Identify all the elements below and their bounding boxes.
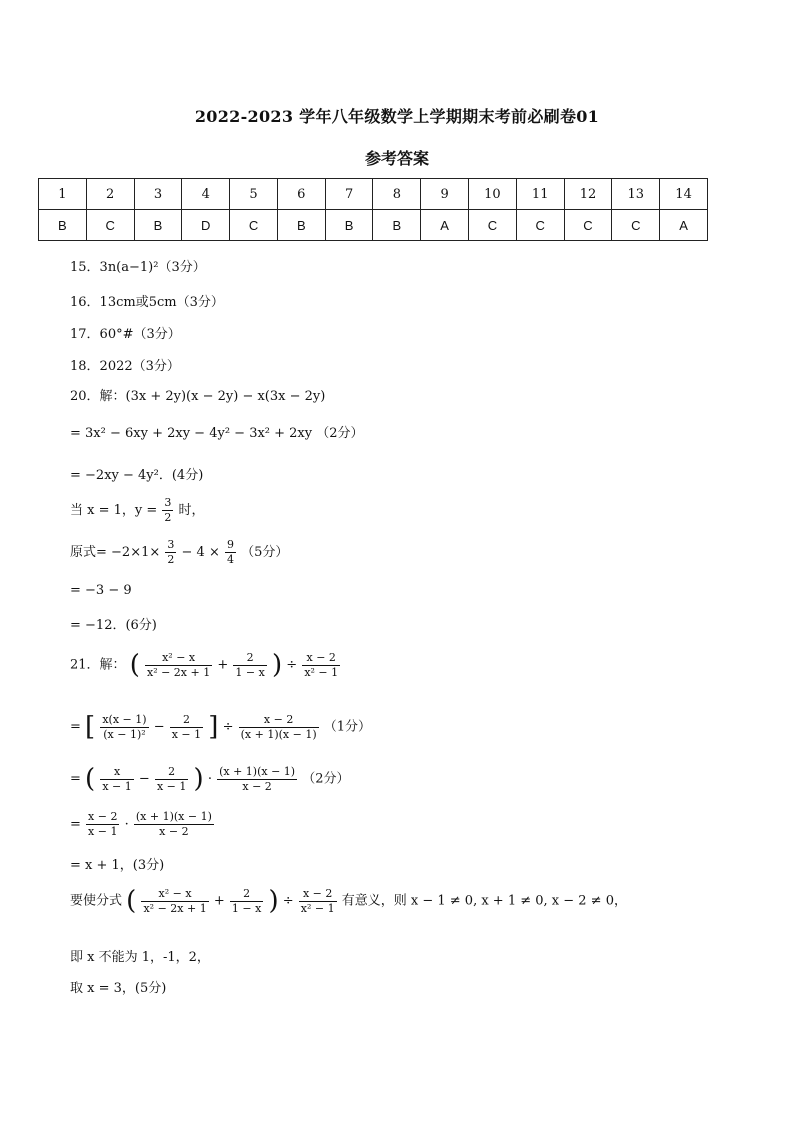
page-title: 2022-2023 学年八年级数学上学期期末考前必刷卷01 — [194, 107, 600, 126]
answer-table-number-row — [39, 179, 708, 210]
fraction — [155, 765, 188, 794]
question-number: 5 — [230, 179, 278, 210]
right-paren: ) — [268, 886, 279, 916]
answer-cell: B — [134, 210, 182, 241]
fraction — [134, 810, 214, 839]
fraction-numerator: x − 2 — [88, 810, 118, 823]
operator: − — [138, 771, 150, 787]
fraction-denominator: 2 — [164, 511, 172, 524]
solution-20-step-expand: = 3x² − 6xy + 2xy − 4y² − 3x² + 2xy （2分） — [70, 426, 364, 441]
answer-cell: A — [660, 210, 708, 241]
operator: + — [213, 893, 225, 909]
text-segment: 要使分式 — [70, 893, 123, 909]
question-number: 8 — [373, 179, 421, 210]
question-number: 9 — [421, 179, 469, 210]
fraction-denominator: x² − 2x + 1 — [146, 665, 211, 679]
text-segment: 原式= −2×1× — [70, 545, 161, 560]
answer-table — [38, 178, 708, 241]
fraction — [239, 713, 319, 742]
question-number: 1 — [39, 179, 87, 210]
fraction — [141, 887, 208, 916]
operator: ÷ — [222, 719, 234, 735]
left-paren: ( — [126, 886, 137, 916]
fraction-denominator: x − 1 — [156, 779, 187, 793]
fraction-numerator: 2 — [170, 713, 203, 728]
answer-15: 15．3n(a−1)²（3分） — [70, 260, 206, 275]
question-number: 11 — [516, 179, 564, 210]
left-bracket: [ — [85, 712, 96, 742]
left-paren: ( — [129, 650, 140, 680]
answer-cell: C — [469, 210, 517, 241]
solution-20-substitution — [70, 496, 205, 525]
fraction-denominator: 1 − x — [231, 901, 262, 915]
solution-20-expression: 20．解：(3x + 2y)(x − 2y) − x(3x − 2y) — [70, 389, 326, 404]
score-note: （1分） — [323, 719, 372, 735]
answer-cell: C — [612, 210, 660, 241]
fraction-denominator: (x − 1)² — [103, 727, 146, 741]
answer-cell: C — [86, 210, 134, 241]
solution-21-step-2 — [70, 764, 350, 794]
fraction-numerator: x(x − 1) — [102, 712, 147, 726]
answer-16: 16．13cm或5cm（3分） — [70, 295, 224, 310]
operator: ÷ — [286, 657, 298, 673]
fraction-numerator: 2 — [233, 651, 266, 666]
solution-21-choice: 取 x = 3，(5分) — [70, 981, 167, 996]
left-paren: ( — [85, 764, 96, 794]
fraction-numerator: x² − x — [141, 887, 208, 902]
question-number: 10 — [469, 179, 517, 210]
fraction-denominator: x² − 1 — [300, 901, 335, 915]
right-paren: ) — [271, 650, 283, 680]
answer-cell: B — [277, 210, 325, 241]
fraction-numerator: (x + 1)(x − 1) — [219, 764, 296, 778]
question-number: 13 — [612, 179, 660, 210]
text-segment: 当 x = 1，y = — [70, 503, 158, 518]
fraction — [233, 651, 266, 680]
fraction-numerator: (x + 1)(x − 1) — [135, 810, 212, 823]
question-number: 2 — [86, 179, 134, 210]
text-segment: （5分） — [241, 545, 289, 560]
solution-21-exclusions: 即 x 不能为 1，-1，2， — [70, 950, 210, 965]
page-subtitle: 参考答案 — [364, 149, 429, 168]
answer-17: 17．60°#（3分） — [70, 327, 181, 342]
answer-cell: B — [39, 210, 87, 241]
fraction-numerator: x − 2 — [299, 887, 337, 902]
fraction-denominator: x − 1 — [88, 825, 118, 838]
solution-20-evaluate — [70, 538, 288, 567]
score-note: （2分） — [302, 771, 350, 787]
fraction — [100, 713, 148, 742]
fraction-numerator: x — [100, 765, 133, 780]
right-paren: ) — [193, 764, 204, 794]
operator: · — [207, 771, 212, 787]
fraction — [165, 538, 176, 567]
answer-cell: C — [230, 210, 278, 241]
question-number: 7 — [325, 179, 373, 210]
question-number: 4 — [182, 179, 230, 210]
fraction — [86, 810, 119, 839]
text-segment: 有意义，则 x − 1 ≠ 0, x + 1 ≠ 0, x − 2 ≠ 0， — [341, 893, 627, 909]
fraction — [225, 538, 236, 567]
fraction — [145, 651, 212, 680]
fraction-numerator: 2 — [155, 765, 188, 780]
text-segment: = — [70, 719, 81, 735]
answer-cell: B — [373, 210, 421, 241]
text-segment: = — [70, 771, 81, 787]
fraction-numerator: 2 — [230, 887, 263, 902]
fraction-denominator: x − 2 — [242, 779, 272, 793]
solution-21-step-3 — [70, 810, 215, 839]
fraction-numerator: 3 — [167, 538, 175, 551]
text-segment: 时， — [178, 503, 205, 518]
answer-18: 18．2022（3分） — [70, 359, 180, 374]
fraction — [299, 887, 337, 916]
question-number: 3 — [134, 179, 182, 210]
fraction-denominator: 1 − x — [235, 665, 265, 679]
fraction — [217, 765, 297, 794]
fraction-denominator: x − 2 — [159, 825, 189, 838]
question-number: 6 — [277, 179, 325, 210]
solution-21-condition — [70, 886, 627, 916]
answer-cell: D — [182, 210, 230, 241]
fraction — [100, 765, 133, 794]
fraction-numerator: x − 2 — [302, 651, 340, 666]
question-number: 14 — [660, 179, 708, 210]
solution-21-expression — [70, 650, 341, 680]
right-bracket: ] — [208, 712, 219, 742]
solution-21-step-1 — [70, 712, 371, 742]
operator: + — [217, 657, 229, 673]
solution-20-step-arith: = −3 − 9 — [70, 583, 132, 598]
operator: − — [153, 719, 165, 735]
fraction-denominator: x² − 2x + 1 — [143, 901, 207, 915]
fraction-numerator: x² − x — [145, 651, 212, 666]
answer-cell: A — [421, 210, 469, 241]
fraction-denominator: x − 1 — [102, 779, 132, 793]
fraction — [162, 496, 173, 525]
solution-21-step-4: = x + 1，(3分) — [70, 858, 165, 873]
fraction-numerator: 9 — [227, 538, 234, 551]
fraction-denominator: x² − 1 — [304, 665, 339, 679]
text-segment: 21．解： — [70, 657, 126, 673]
fraction — [302, 651, 340, 680]
fraction — [170, 713, 203, 742]
question-number: 12 — [564, 179, 612, 210]
operator: · — [124, 817, 129, 832]
operator: ÷ — [282, 893, 294, 909]
fraction — [230, 887, 263, 916]
solution-20-result: = −12．(6分) — [70, 618, 157, 633]
answer-table-answer-row — [39, 210, 708, 241]
fraction-denominator: x − 1 — [171, 727, 202, 741]
fraction-denominator: 4 — [227, 553, 234, 566]
text-segment: − 4 × — [181, 545, 220, 560]
fraction-denominator: 2 — [167, 553, 175, 566]
fraction-denominator: (x + 1)(x − 1) — [240, 727, 317, 741]
fraction-numerator: x − 2 — [239, 713, 319, 728]
text-segment: = — [70, 817, 81, 832]
solution-20-step-simplify: = −2xy − 4y²．(4分) — [70, 468, 204, 483]
answer-cell: B — [325, 210, 373, 241]
answer-cell: C — [564, 210, 612, 241]
answer-cell: C — [516, 210, 564, 241]
fraction-numerator: 3 — [164, 496, 172, 509]
